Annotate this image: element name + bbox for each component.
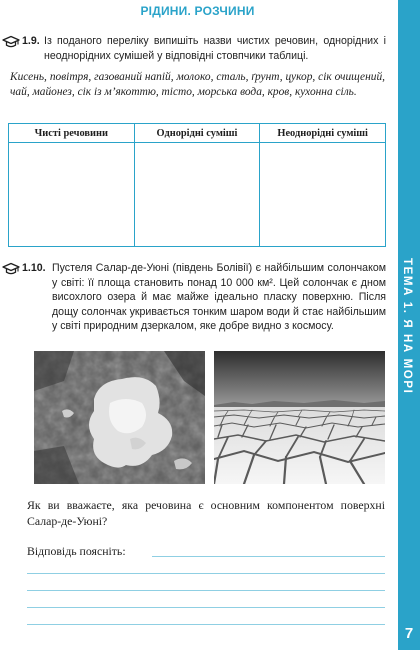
answer-line[interactable]	[27, 607, 385, 608]
satellite-photo	[34, 351, 205, 484]
student-cap-icon	[2, 262, 20, 276]
task-number: 1.9.	[22, 35, 40, 47]
section-title: РІДИНИ. РОЗЧИНИ	[140, 4, 255, 18]
answer-cell-heterogeneous-mixtures[interactable]	[260, 143, 386, 247]
classification-table	[8, 123, 386, 247]
column-header-homogeneous-mixtures: Однорідні суміші	[134, 124, 260, 143]
substance-list: Кисень, повітря, газований напій, молоко, сталь, ґрунт, цукор, сік очищений, чай, майонез, сік із м’якоттю, тісто, морська вода, кров, кухонна сіль.	[10, 71, 385, 99]
student-cap-icon	[2, 35, 20, 49]
chapter-side-tab	[398, 0, 420, 650]
page-number: 7	[404, 625, 414, 642]
task-number: 1.10.	[22, 262, 46, 274]
answer-label: Відповідь поясніть:	[27, 544, 126, 558]
answer-line[interactable]	[27, 624, 385, 625]
question-text: Як ви вважаєте, яка речовина є основним компонентом поверхні Салар-де-Уюні?	[27, 498, 385, 528]
answer-cell-pure-substances[interactable]	[9, 143, 135, 247]
task-text: Із поданого переліку випишіть назви чистих речовин, однорідних і неоднорідних сумішей у відповідні стовпчики таблиці.	[44, 35, 386, 62]
task-text: Пустеля Салар-де-Уюні (південь Болівії) є найбільшим солончаком у світі: її площа становить понад 10 000 км². Цей солончак є дном висохлого озера й має майже ідеально пласку поверхню. Після дощу солончак укривається тонким шаром води й стає найбільшим у світі природним дзеркалом, яке добре видно з космосу.	[52, 262, 386, 332]
column-header-pure-substances: Чисті речовини	[9, 124, 135, 143]
answer-line[interactable]	[152, 556, 385, 557]
answer-cell-homogeneous-mixtures[interactable]	[134, 143, 260, 247]
answer-line[interactable]	[27, 573, 385, 574]
answer-line[interactable]	[27, 590, 385, 591]
salt-flat-photo	[214, 351, 385, 484]
column-header-heterogeneous-mixtures: Неоднорідні суміші	[260, 124, 386, 143]
chapter-label: ТЕМА 1. Я НА МОРІ	[401, 258, 413, 395]
